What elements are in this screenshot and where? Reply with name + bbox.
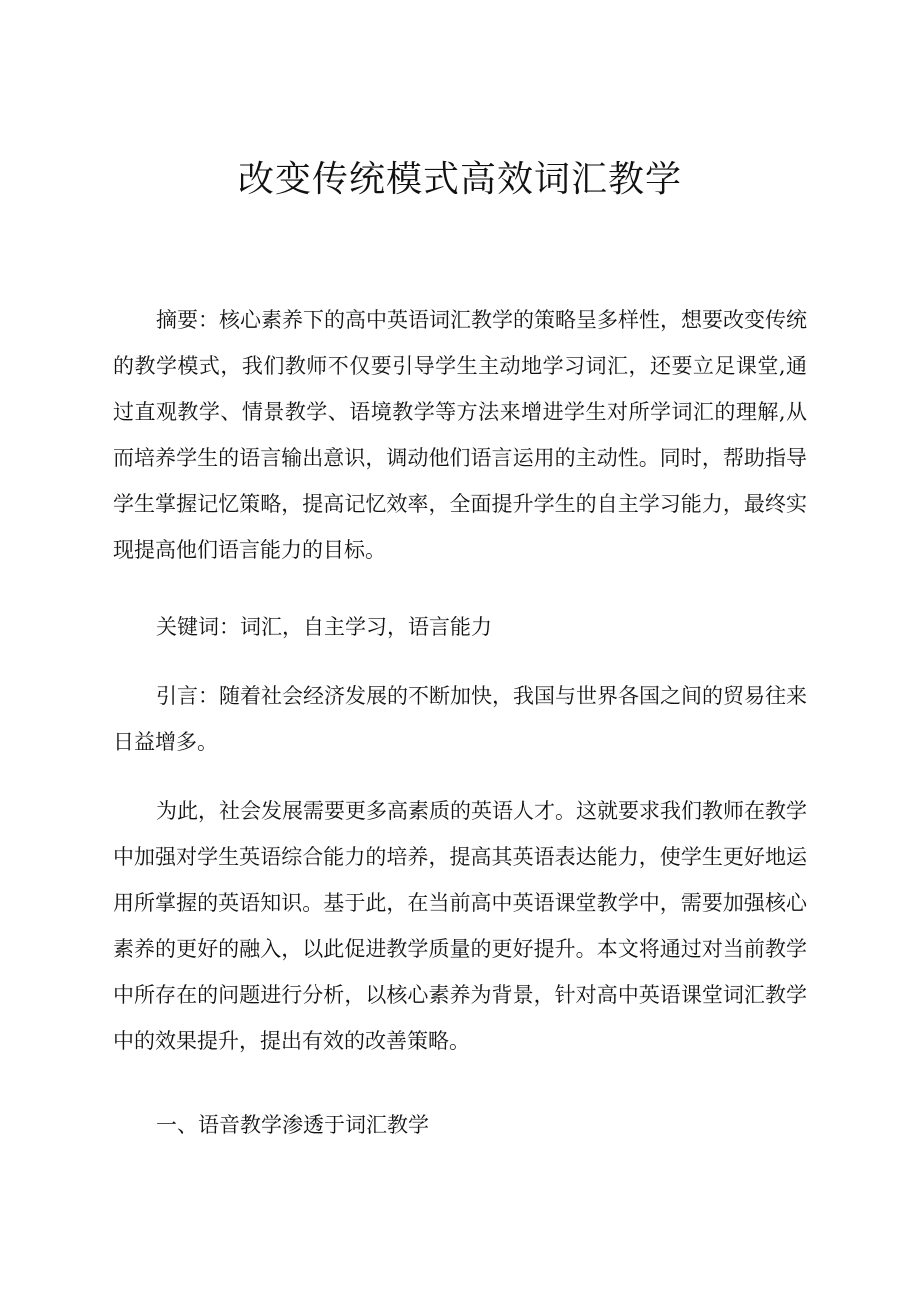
document-title: 改变传统模式高效词汇教学 [237, 159, 682, 200]
intro-paragraph: 引言：随着社会经济发展的不断加快，我国与世界各国之间的贸易往来日益增多。 [113, 684, 807, 754]
section-heading: 一、语音教学渗透于词汇教学 [156, 1113, 429, 1137]
abstract-paragraph: 摘要：核心素养下的高中英语词汇教学的策略呈多样性，想要改变传统的教学模式，我们教师不仅要引导学生主动地学习词汇，还要立足课堂,通过直观教学、情景教学、语境教学等方法来增进学生对所学词汇的理解,从而培养学生的语言输出意识，调动他们语言运用的主动性。同时，帮助指导学生掌握记忆策略，提高记忆效率，全面提升学生的自主学习能力，最终实现提高他们语言能力的目标。 [113, 308, 807, 562]
keywords-line: 关键词：词汇，自主学习，语言能力 [156, 615, 492, 639]
body-paragraph: 为此，社会发展需要更多高素质的英语人才。这就要求我们教师在教学中加强对学生英语综合能力的培养，提高其英语表达能力，使学生更好地运用所掌握的英语知识。基于此，在当前高中英语课堂教学中，需要加强核心素养的更好的融入，以此促进教学质量的更好提升。本文将通过对当前教学中所存在的问题进行分析，以核心素养为背景，针对高中英语课堂词汇教学中的效果提升，提出有效的改善策略。 [113, 799, 807, 1053]
